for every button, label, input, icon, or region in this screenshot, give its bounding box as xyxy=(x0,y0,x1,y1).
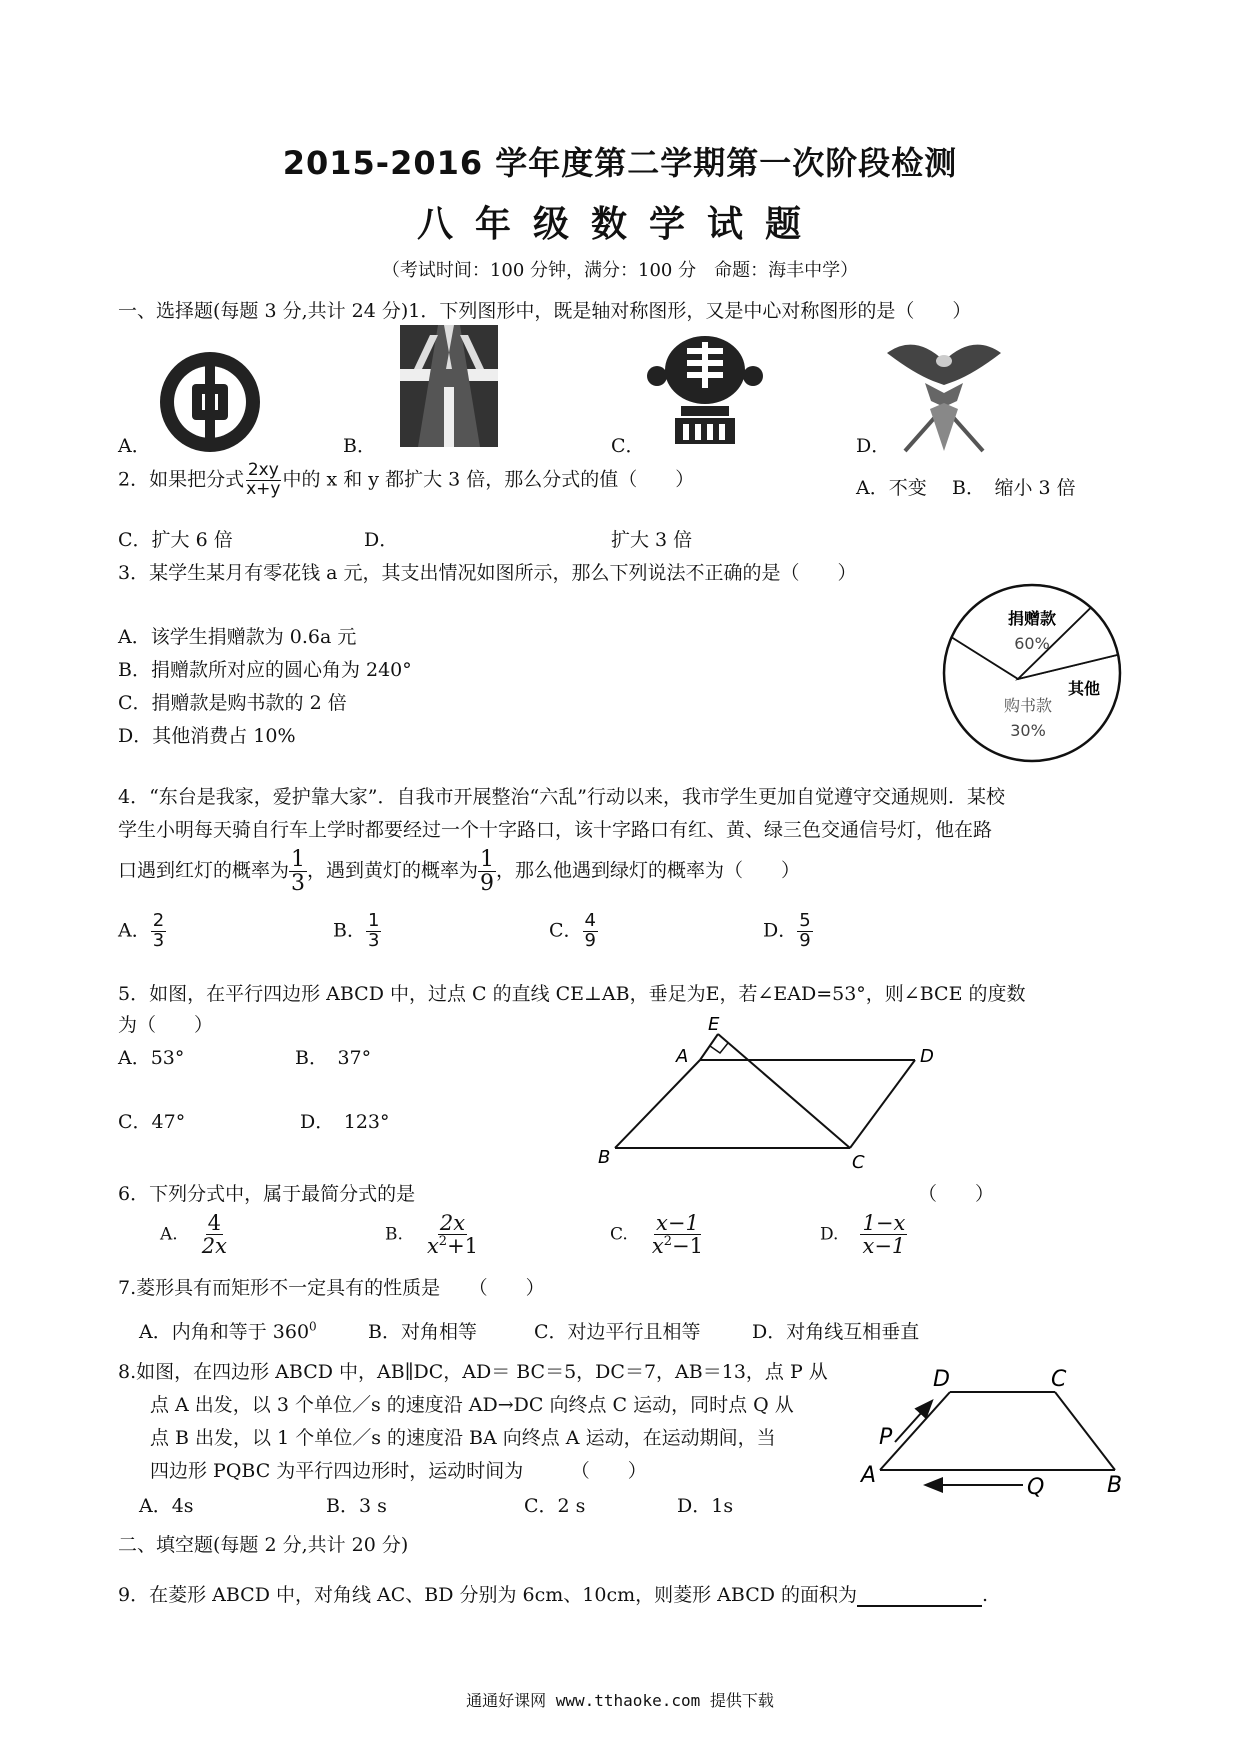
question-4-line-3 xyxy=(118,848,800,895)
q4-red-text: 口遇到红灯的概率为 xyxy=(118,859,290,882)
label-d: D xyxy=(933,1367,950,1392)
pie-value-books: 30% xyxy=(1010,721,1046,740)
side-cb xyxy=(1055,1392,1115,1470)
q6-option-c-letter: C. xyxy=(610,1224,628,1245)
fraction-denominator: x+y xyxy=(246,478,281,499)
exam-title: 2015-2016 学年度第二学期第一次阶段检测 xyxy=(282,144,958,182)
pie-label-donation: 捐赠款 xyxy=(1007,609,1057,628)
q6-option-a-letter: A. xyxy=(160,1224,178,1245)
q6-a-den: 2x xyxy=(201,1234,227,1259)
q4-b-den: 3 xyxy=(367,929,380,951)
question-4-line-2: 学生小明每天骑自行车上学时都要经过一个十字路口，该十字路口有红、黄、绿三色交通信号灯，他在路 xyxy=(118,819,993,841)
q4-c-den: 9 xyxy=(584,929,596,951)
q1-option-c: C． xyxy=(611,435,645,457)
q6-c-den-rest: −1 xyxy=(671,1234,703,1259)
q7-option-b: B．对角相等 xyxy=(368,1321,477,1343)
q6-b-den-base: x xyxy=(426,1234,439,1259)
question-9 xyxy=(118,1580,988,1607)
q8-option-a: A．4s xyxy=(139,1495,194,1517)
question-7: 7.菱形具有而矩形不一定具有的性质是 （ ） xyxy=(118,1277,545,1299)
label-b: B xyxy=(1107,1473,1123,1498)
q6-d-den: x−1 xyxy=(862,1234,906,1259)
label-c: C xyxy=(852,1152,865,1173)
q4-option-b xyxy=(333,912,381,951)
q6-b-den-exp: 2 xyxy=(438,1234,448,1250)
label-e: E xyxy=(708,1014,720,1035)
q1-option-d: D． xyxy=(856,435,891,457)
pie-value-donation: 60% xyxy=(1014,634,1050,653)
question-5-line-2: 为（ ） xyxy=(118,1014,214,1036)
question-3: 3．某学生某月有零花钱 a 元，其支出情况如图所示，那么下列说法不正确的是（ ） xyxy=(118,562,857,584)
q3-option-c: C．捐赠款是购书款的 2 倍 xyxy=(118,692,347,714)
q2-option-d-text: 扩大 3 倍 xyxy=(611,529,693,551)
question-8-line-3: 点 B 出发，以 1 个单位／s 的速度沿 BA 向终点 A 运动，在运动期间，当 xyxy=(150,1427,776,1449)
yellow-probability-fraction xyxy=(478,848,496,895)
question-2 xyxy=(118,462,694,499)
q4-option-c-letter: C． xyxy=(549,919,583,942)
section-2-label: 二、填空题(每题 2 分,共计 20 分) xyxy=(118,1534,409,1556)
q2-option-d: D． xyxy=(364,529,399,551)
exam-subtitle: 八年级数学试题 xyxy=(416,204,823,245)
q2-option-a: A．不变 xyxy=(856,477,927,499)
q4-option-a xyxy=(118,912,166,951)
q4-green-text: ，那么他遇到绿灯的概率为（ ） xyxy=(496,859,801,882)
question-2-fraction xyxy=(244,462,282,499)
q4-option-b-fraction xyxy=(366,912,381,951)
q3-option-d: D．其他消费占 10% xyxy=(118,725,296,747)
p-motion-arrow xyxy=(895,1402,931,1442)
q4-d-den: 9 xyxy=(799,929,811,951)
yellow-den: 9 xyxy=(480,871,495,897)
q7-option-c: C．对边平行且相等 xyxy=(534,1321,701,1343)
q7-option-a-degree: 0 xyxy=(309,1319,317,1334)
q6-c-den-exp: 2 xyxy=(663,1234,672,1250)
q6-b-num: 2x xyxy=(439,1211,466,1235)
q6-option-d-letter: D. xyxy=(820,1224,839,1245)
q6-a-num: 4 xyxy=(207,1211,222,1235)
q5-option-d: D． 123° xyxy=(300,1111,390,1133)
q6-option-a xyxy=(160,1212,229,1257)
q4-option-d-letter: D． xyxy=(763,919,798,942)
q7-option-a xyxy=(139,1317,317,1344)
question-2-prefix: 2．如果把分式 xyxy=(118,468,245,491)
q1-option-a: A． xyxy=(118,435,151,457)
red-den: 3 xyxy=(291,871,306,897)
q5-option-a: A．53° xyxy=(118,1047,185,1069)
bank-logo-icon xyxy=(155,348,265,456)
q6-option-b xyxy=(385,1212,480,1257)
label-q: Q xyxy=(1027,1475,1045,1500)
q6-option-a-fraction xyxy=(200,1212,229,1257)
label-a: A xyxy=(676,1046,689,1067)
q6-option-b-fraction xyxy=(425,1212,480,1257)
side-ba xyxy=(615,1060,700,1148)
q6-b-den-rest: +1 xyxy=(447,1234,479,1259)
q1-option-b: B． xyxy=(343,435,376,457)
q4-b-num: 1 xyxy=(367,910,380,931)
question-9-end: . xyxy=(982,1584,989,1606)
q5-option-b: B． 37° xyxy=(295,1047,372,1069)
red-num: 1 xyxy=(291,847,306,872)
right-angle-mark xyxy=(710,1043,728,1053)
q4-a-num: 2 xyxy=(152,910,165,931)
q8-option-c: C．2 s xyxy=(524,1495,586,1517)
line-ce xyxy=(718,1034,850,1148)
question-1 xyxy=(118,296,971,323)
q7-option-a-text: A．内角和等于 360 xyxy=(139,1321,310,1343)
highway-sign-icon xyxy=(400,325,498,447)
question-9-text: 9．在菱形 ABCD 中，对角线 AC、BD 分别为 6cm、10cm，则菱形 ABCD 的面积为 xyxy=(118,1584,858,1606)
trapezoid-figure xyxy=(855,1362,1130,1522)
q4-a-den: 3 xyxy=(152,929,165,951)
q6-c-den-base: x xyxy=(651,1234,664,1259)
question-5-line-1: 5．如图，在平行四边形 ABCD 中，过点 C 的直线 CE⊥AB，垂足为E，若∠EAD=53°，则∠BCE 的度数 xyxy=(118,983,1026,1005)
label-p: P xyxy=(879,1425,893,1450)
exam-info: （考试时间：100 分钟，满分：100 分 命题：海丰中学） xyxy=(381,260,859,281)
q4-option-d-fraction xyxy=(797,912,812,951)
q6-option-d-fraction xyxy=(860,1212,907,1257)
q4-option-d xyxy=(763,912,813,951)
question-6-paren: （ ） xyxy=(918,1183,995,1205)
q4-option-b-letter: B． xyxy=(333,919,366,942)
q2-option-c: C．扩大 6 倍 xyxy=(118,529,233,551)
q7-option-d: D．对角线互相垂直 xyxy=(752,1321,920,1343)
side-dc xyxy=(850,1060,915,1148)
spending-pie-chart xyxy=(932,583,1132,763)
q3-option-a: A．该学生捐赠款为 0.6a 元 xyxy=(118,626,357,648)
yellow-num: 1 xyxy=(480,847,495,872)
fraction-numerator: 2xy xyxy=(247,460,279,480)
q6-option-c-fraction xyxy=(650,1212,705,1257)
question-8-line-1: 8.如图，在四边形 ABCD 中，AB∥DC，AD＝ BC＝5，DC＝7，AB＝13，点 P 从 xyxy=(118,1361,828,1383)
q4-yellow-text: ，遇到黄灯的概率为 xyxy=(307,859,479,882)
answer-blank[interactable] xyxy=(857,1587,982,1607)
q8-option-d: D．1s xyxy=(677,1495,734,1517)
q2-option-b: B． 缩小 3 倍 xyxy=(952,477,1076,499)
label-a: A xyxy=(861,1463,877,1488)
page-footer: 通通好课网 www.tthaoke.com 提供下载 xyxy=(466,1691,774,1710)
extension-ae xyxy=(700,1034,718,1060)
parallelogram-figure xyxy=(590,1000,950,1180)
red-probability-fraction xyxy=(289,848,307,895)
q6-c-num: x−1 xyxy=(656,1211,699,1235)
question-6: 6．下列分式中，属于最简分式的是 xyxy=(118,1183,416,1205)
q4-option-c xyxy=(549,912,598,951)
q6-option-c xyxy=(610,1212,705,1257)
question-8-line-2: 点 A 出发，以 3 个单位／s 的速度沿 AD→DC 向终点 C 运动，同时点 Q 从 xyxy=(150,1394,794,1416)
q6-option-b-letter: B. xyxy=(385,1224,403,1245)
q3-option-b: B．捐赠款所对应的圆心角为 240° xyxy=(118,659,412,681)
q6-option-d xyxy=(820,1212,907,1257)
q8-option-b: B．3 s xyxy=(326,1495,387,1517)
kite-icon xyxy=(885,333,1003,453)
q4-option-c-fraction xyxy=(583,912,598,951)
q6-d-num: 1−x xyxy=(862,1211,906,1235)
question-1-text: 1．下列图形中，既是轴对称图形，又是中心对称图形的是（ ） xyxy=(408,300,972,322)
q4-option-a-fraction xyxy=(151,912,166,951)
question-8-line-4: 四边形 PQBC 为平行四边形时，运动时间为 （ ） xyxy=(150,1460,647,1482)
label-b: B xyxy=(598,1147,611,1168)
question-2-suffix: 中的 x 和 y 都扩大 3 倍，那么分式的值（ ） xyxy=(282,468,695,491)
q4-d-num: 5 xyxy=(799,910,811,931)
q4-option-a-letter: A． xyxy=(118,919,151,942)
question-4-line-1: 4．“东台是我家，爱护靠大家”．自我市开展整治“六乱”行动以来，我市学生更加自觉遵守交通规则．某校 xyxy=(118,786,1005,808)
label-c: C xyxy=(1051,1367,1067,1392)
section-1-label: 一、选择题(每题 3 分,共计 24 分) xyxy=(118,300,409,322)
q5-option-c: C．47° xyxy=(118,1111,186,1133)
pie-label-books: 购书款 xyxy=(1003,696,1053,715)
double-happiness-icon xyxy=(645,330,765,448)
q4-c-num: 4 xyxy=(584,910,596,931)
label-d: D xyxy=(920,1046,934,1067)
pie-label-other: 其他 xyxy=(1067,679,1101,698)
